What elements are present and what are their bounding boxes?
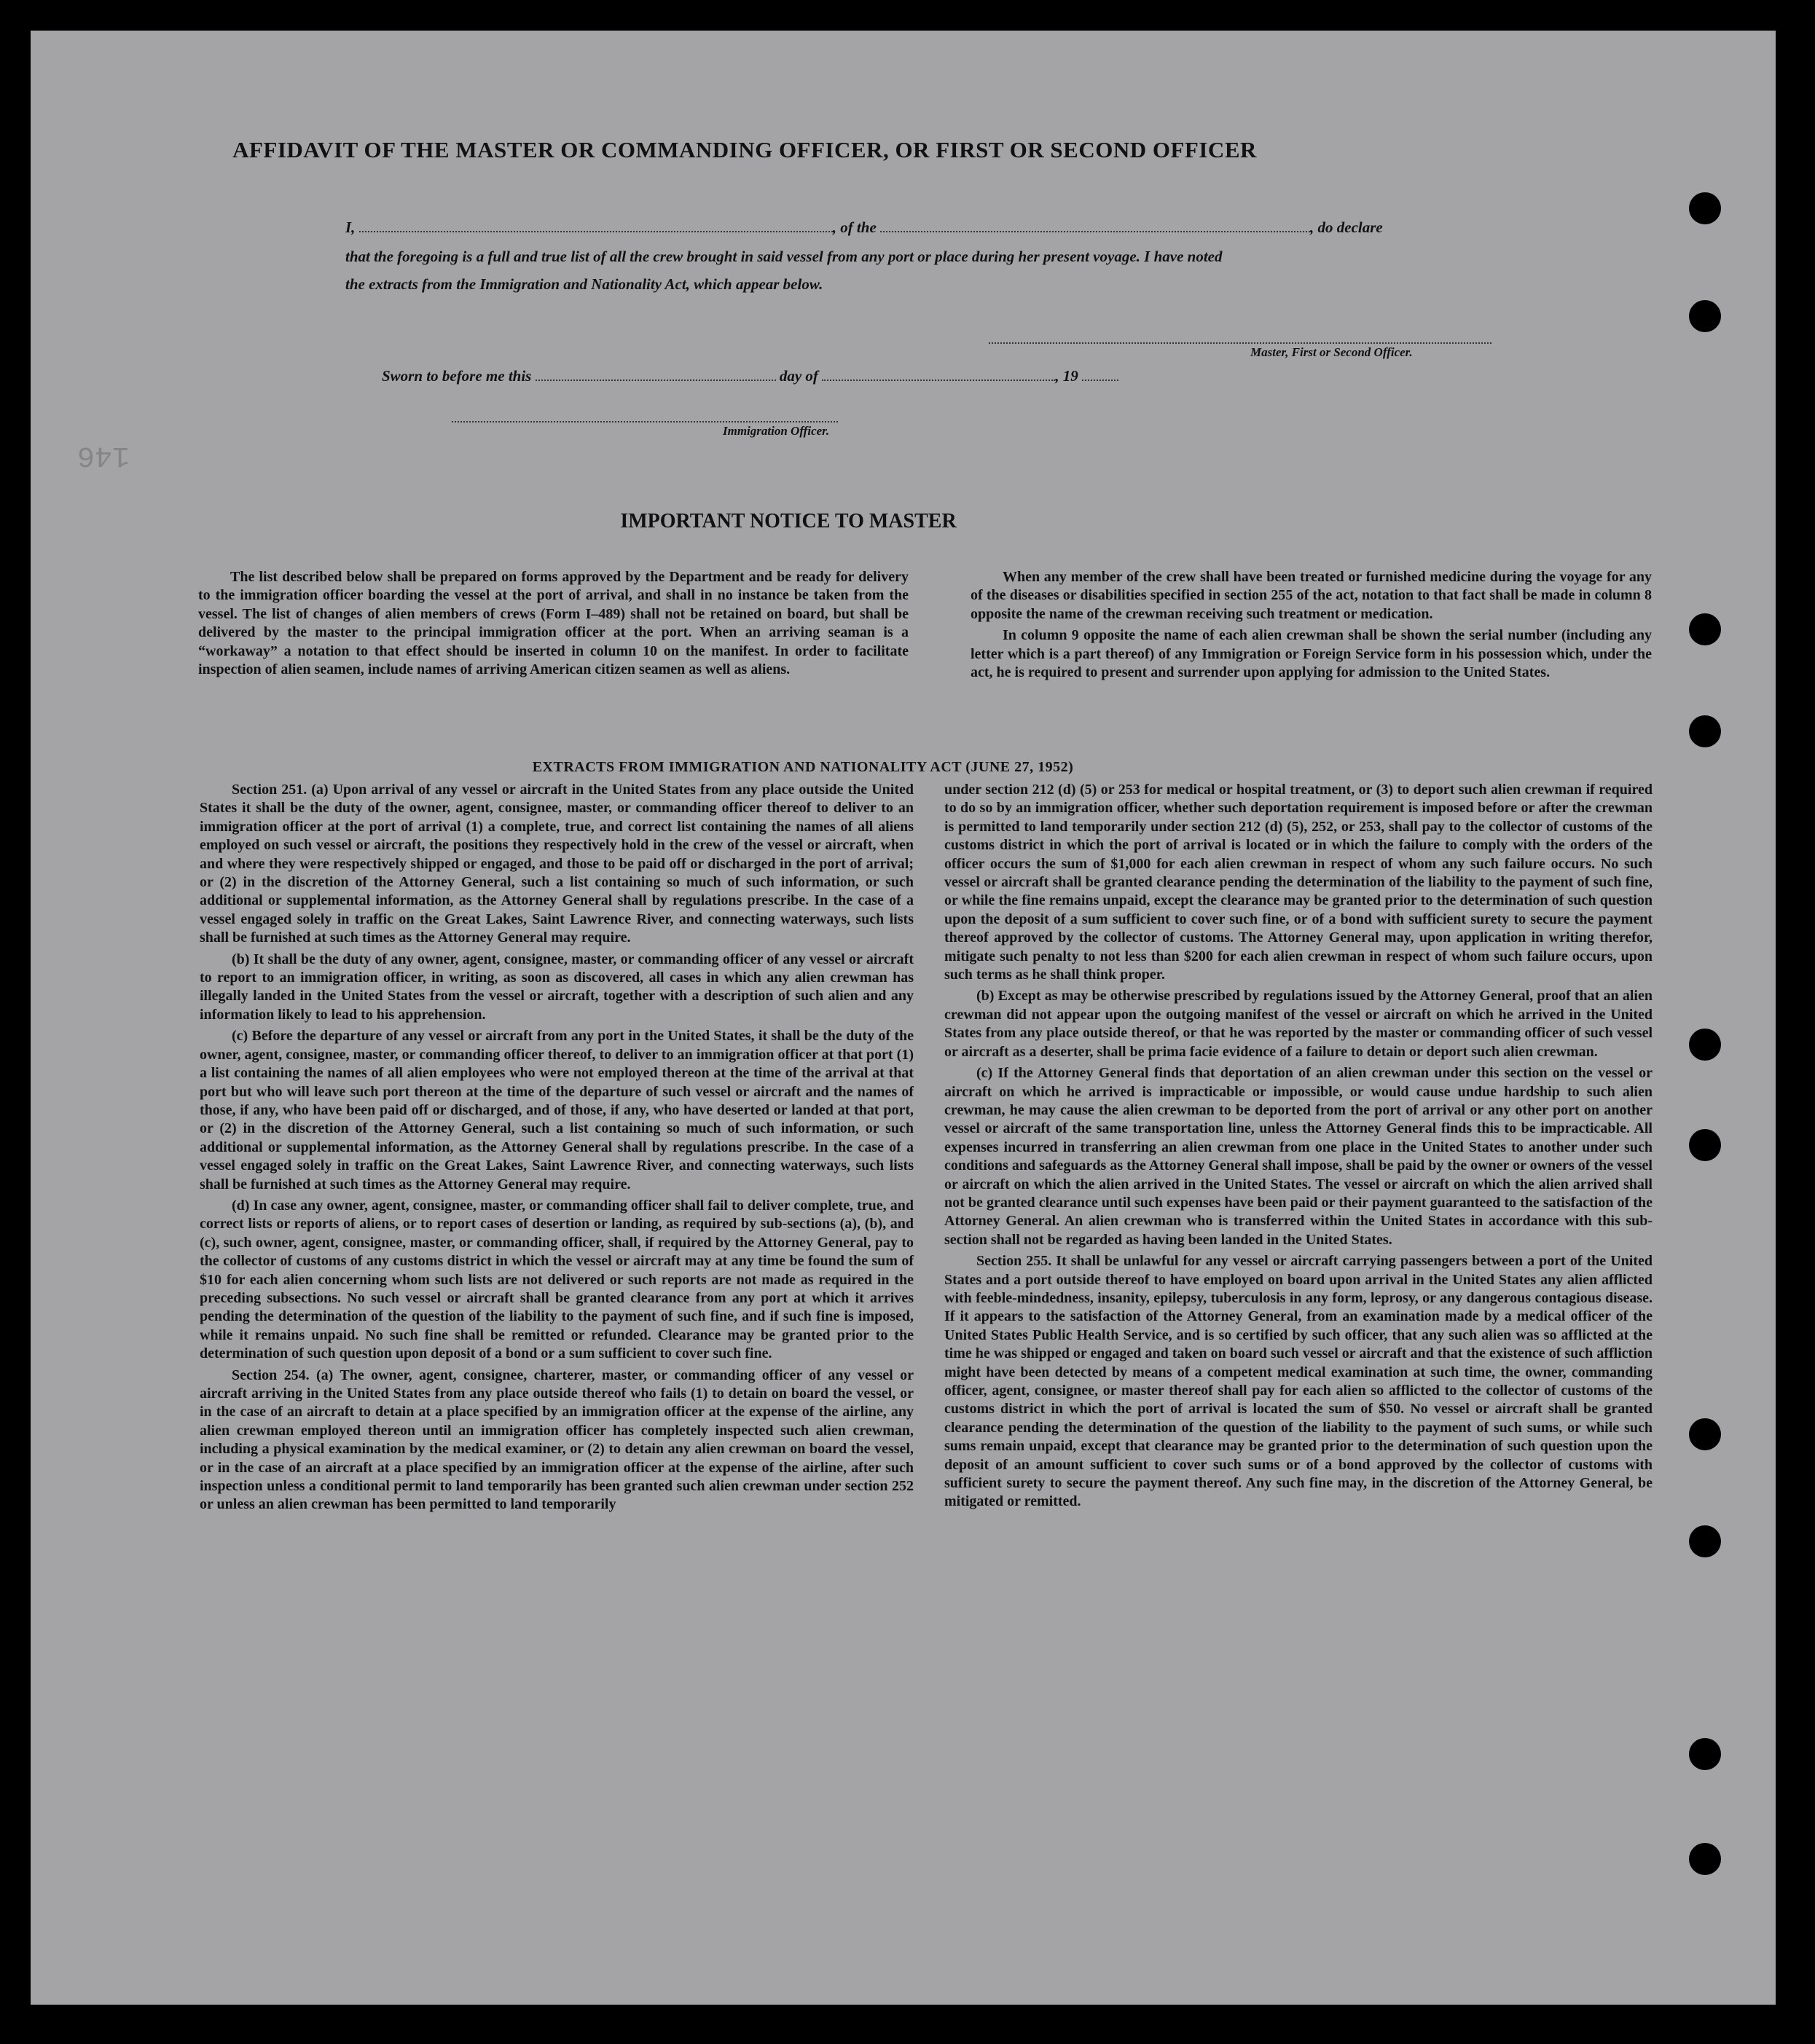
- immigration-officer-caption: Immigration Officer.: [723, 424, 830, 438]
- notice-right-paragraph-1: When any member of the crew shall have been treated or furnished medicine during the voyage for any of the diseases or disabilities specified in section 255 of the act, notation to that fact shall be made in column 8 opposite the name of the crewman receiving such treatment or medication.: [971, 569, 1652, 622]
- binder-hole: [1689, 192, 1721, 224]
- vessel-name-field[interactable]: [880, 231, 1310, 232]
- extracts-left-column: [200, 781, 914, 1517]
- vessel-prefix: , of the: [832, 219, 877, 236]
- declarant-name-field[interactable]: [359, 231, 833, 232]
- binder-hole: [1689, 1129, 1721, 1161]
- declarant-prefix: I,: [345, 219, 356, 236]
- binder-hole: [1689, 1418, 1721, 1450]
- sworn-line: [382, 367, 1548, 385]
- binder-hole: [1689, 1029, 1721, 1061]
- master-signature-caption: Master, First or Second Officer.: [1250, 345, 1413, 359]
- sworn-day-field[interactable]: [536, 380, 776, 381]
- section-251-d: (d) In case any owner, agent, consignee, master, or commanding officer shall fail to deliver complete, true, and correct lists or reports of aliens, or to report cases of desertion or landing, as required by sub-sections (a), (b), and (c), such owner, agent, consignee, master, or commanding officer, shall, if required by the Attorney General, pay to the collector of customs of any customs district in which the vessel or aircraft may at any time be found the sum of $10 for each alien concerning whom such lists are not delivered or such reports are not made as required in the preceding subsections. No such vessel or aircraft shall be granted clearance from any port at which it arrives pending the determination of the question of the liability to the payment of such fine, and if such fine is imposed, while it remains unpaid. No such fine shall be remitted or refunded. Clearance may be granted prior to the determination of such question upon deposit of a bond or a sum sufficient to cover such fine.: [200, 1197, 914, 1362]
- extracts-title: EXTRACTS FROM IMMIGRATION AND NATIONALITY ACT (JUNE 27, 1952): [532, 759, 1074, 775]
- section-254-a: Section 254. (a) The owner, agent, consignee, charterer, master, or commanding officer of any vessel or aircraft arriving in the United States from any place outside thereof who fails (1) to detain on board the vessel, or in the case of an aircraft to detain at a place specified by an immigration officer at the expense of the airline, any alien crewman employed thereon until an immigration officer has completely inspected such alien crewman, including a physical examination by the medical examiner, or (2) to detain any alien crewman on board the vessel, or in the case of an aircraft at a place specified by an immigration officer at the expense of the airline, after such inspection unless a conditional permit to land temporarily has been granted such alien crewman under section 252 or unless an alien crewman has been permitted to land temporarily: [200, 1367, 914, 1513]
- binder-hole: [1689, 1843, 1721, 1875]
- declaration-line-1: [345, 219, 1511, 237]
- notice-right-paragraph-2: In column 9 opposite the name of each alien crewman shall be shown the serial number (including any letter which is a part thereof) of any Immigration or Foreign Service form in his possession which, under the act, he is required to present and surrender upon applying for admission to the United States.: [971, 627, 1652, 681]
- notice-left-column: [198, 568, 909, 682]
- section-251-b: (b) It shall be the duty of any owner, agent, consignee, master, or commanding officer of any vessel or aircraft to report to an immigration officer, in writing, as soon as discovered, all cases in which any alien crewman has illegally landed in the United States from the vessel or aircraft, together with a description of such alien and any information likely to lead to his apprehension.: [200, 951, 914, 1023]
- margin-page-number: 146: [77, 439, 130, 471]
- declaration-line-2: that the foregoing is a full and true list of all the crew brought in said vessel from any port or place during her present voyage. I have noted: [345, 248, 1223, 265]
- binder-hole: [1689, 715, 1721, 747]
- extracts-right-column: [944, 781, 1653, 1514]
- section-254-c: (c) If the Attorney General finds that deportation of an alien crewman under this section on the vessel or aircraft on which he arrived is impracticable or impossible, or would cause undue hardship to such alien crewman, he may cause the alien crewman to be deported from the port of arrival or any other port on another vessel or aircraft of the same transportation line, unless the Attorney General finds this to be impracticable. All expenses incurred in transferring an alien crewman from one place in the United States to another under such conditions and safeguards as the Attorney General shall impose, shall be paid by the owner or owners of the vessel or aircraft on which the alien arrived in the United States. The vessel or aircraft on which the alien arrived shall not be granted clearance until such expenses have been paid or their payment guaranteed to the satisfaction of the Attorney General. An alien crewman who is transferred within the United States in accordance with this sub-section shall not be regarded as having been landed in the United States.: [944, 1065, 1653, 1248]
- section-251-c: (c) Before the departure of any vessel or aircraft from any port in the United States, it shall be the duty of the owner, agent, consignee, master, or commanding officer thereof, to deliver to an immigration officer at that port (1) a list containing the names of all alien employees who were not employed thereon at the time of the arrival at that port but who will leave such port thereon at the time of the departure of such vessel or aircraft and the names of those, if any, who have been paid off or discharged, and of those, if any, who have deserted or landed at that port, or (2) in the discretion of the Attorney General, such a list containing so much of such information, or such additional or supplemental information, as the Attorney General shall by regulations prescribe. In the case of a vessel engaged solely in traffic on the Great Lakes, Saint Lawrence River, and connecting waterways, such lists shall be furnished at such times as the Attorney General may require.: [200, 1028, 914, 1192]
- notice-left-paragraph: The list described below shall be prepared on forms approved by the Department and be ready for delivery to the immigration officer boarding the vessel at the port of arrival, and shall in no instance be taken from the vessel. The list of changes of alien members of crews (Form I–489) shall not be retained on board, but shall be delivered by the master to the principal immigration officer at the port. When an arriving seaman is a “workaway” a notation to that effect should be inserted in column 10 on the manifest. In order to facilitate inspection of alien seamen, include names of arriving American citizen seamen as well as aliens.: [198, 569, 909, 678]
- declare-suffix: , do declare: [1310, 219, 1383, 236]
- binder-hole: [1689, 300, 1721, 332]
- declaration-line-3: the extracts from the Immigration and Nationality Act, which appear below.: [345, 275, 823, 293]
- binder-hole: [1689, 613, 1721, 645]
- section-254-a-continued: under section 212 (d) (5) or 253 for medical or hospital treatment, or (3) to deport such alien crewman if required to do so by an immigration officer, whether such deportation requirement is imposed before or after the crewman is permitted to land temporarily under section 212 (d) (5), 252, or 253, shall pay to the collector of customs of the customs district in which the port of arrival is located or in which the failure to comply with the orders of the officer occurs the sum of $1,000 for each alien crewman in respect of whom any such failure occurs. No such vessel or aircraft shall be granted clearance pending the determination of the liability to the payment of such fine, or while the fine remains unpaid, except the clearance may be granted prior to the determination of such question upon the deposit of a sum sufficient to cover such fine, or of a bond with sufficient surety to secure the payment thereof approved by the collector of customs. The Attorney General may, upon application in writing therefor, mitigate such penalty to not less than $200 for each alien crewman in respect of whom such failure occurs, upon such terms as he shall think proper.: [944, 782, 1653, 983]
- sworn-day-label: day of: [779, 367, 818, 385]
- sworn-year-field[interactable]: [1082, 380, 1118, 381]
- binder-hole: [1689, 1525, 1721, 1557]
- section-251-a: Section 251. (a) Upon arrival of any vessel or aircraft in the United States from any place outside the United States it shall be the duty of the owner, agent, consignee, master, or commanding officer thereof to deliver to an immigration officer at the port of arrival (1) a complete, true, and correct list containing the names of all aliens employed on such vessel or aircraft, the positions they respectively hold in the crew of the vessel or aircraft, when and where they were respectively shipped or engaged, and those to be paid off or discharged in the port of arrival; or (2) in the discretion of the Attorney General, such a list containing so much of such information, or such additional or supplemental information, as the Attorney General shall by regulations prescribe. In the case of a vessel engaged solely in traffic on the Great Lakes, Saint Lawrence River, and connecting waterways, such lists shall be furnished at such times as the Attorney General may require.: [200, 782, 914, 946]
- binder-hole: [1689, 1738, 1721, 1770]
- sworn-prefix: Sworn to before me this: [382, 367, 532, 385]
- master-signature-line[interactable]: [989, 342, 1491, 344]
- section-255: Section 255. It shall be unlawful for any vessel or aircraft carrying passengers between a port of the United States and a port outside thereof to have employed on board upon arrival in the United States any alien afflicted with feeble-mindedness, insanity, epilepsy, tuberculosis in any form, leprosy, or any dangerous contagious disease. If it appears to the satisfaction of the Attorney General, from an examination made by a medical officer of the United States Public Health Service, and is so certified by such officer, that any such alien was so afflicted at the time he was shipped or engaged and taken on board such vessel or aircraft and that the existence of such affliction might have been detected by means of a competent medical examination at such time, the owner, commanding officer, agent, consignee, or master thereof shall pay for each alien so afflicted to the collector of customs of the customs district in which the port of arrival is located the sum of $50. No vessel or aircraft shall be granted clearance pending the determination of the question of the liability to the payment of such sums, or while such sums remain unpaid, except that clearance may be granted prior to the determination of such question upon the deposit of an amount sufficient to cover such sums or of a bond approved by the collector of customs with sufficient surety to secure the payment thereof. Any such fine may, in the discretion of the Attorney General, be mitigated or remitted.: [944, 1253, 1653, 1510]
- immigration-officer-signature-line[interactable]: [452, 421, 838, 422]
- notice-title: IMPORTANT NOTICE TO MASTER: [620, 510, 957, 532]
- sworn-month-field[interactable]: [822, 380, 1055, 381]
- section-254-b: (b) Except as may be otherwise prescribed by regulations issued by the Attorney General, proof that an alien crewman did not appear upon the outgoing manifest of the vessel or aircraft on which he arrived in the United States from any place outside thereof, or that he was reported by the master or commanding officer of such vessel or aircraft as a deserter, shall be prima facie evidence of a failure to detain or deport such alien crewman.: [944, 988, 1653, 1060]
- affidavit-title: AFFIDAVIT OF THE MASTER OR COMMANDING OFFICER, OR FIRST OR SECOND OFFICER: [232, 137, 1257, 162]
- sworn-year-label: , 19: [1055, 367, 1078, 385]
- notice-right-column: [971, 568, 1652, 685]
- document-page: [31, 31, 1776, 2005]
